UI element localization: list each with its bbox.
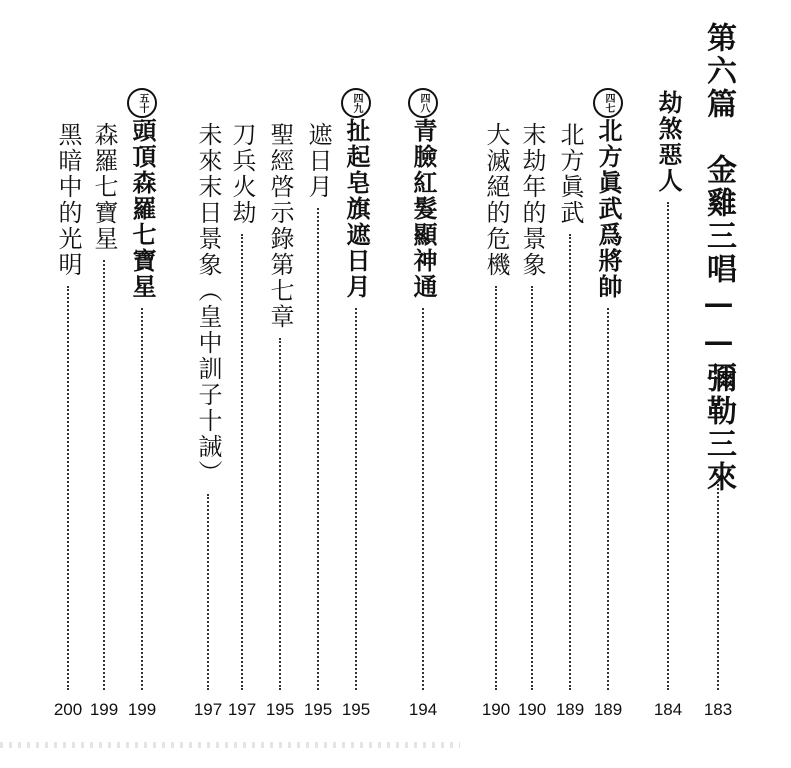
leader-dots: [279, 338, 281, 690]
leader-dots: [717, 475, 719, 690]
leader-dots: [531, 286, 533, 690]
entry-text: 劫煞惡人: [654, 90, 683, 194]
entry-title: [190, 122, 226, 486]
toc-entry-qing-lian[interactable]: [405, 0, 441, 768]
entry-title: [262, 122, 298, 330]
toc-entry-hei-an-zhong[interactable]: [50, 0, 86, 768]
page-number: 200: [53, 700, 83, 719]
page-number: 199: [89, 700, 119, 719]
entry-text: 遮日月: [304, 122, 332, 200]
page-number: 199: [127, 700, 157, 719]
entry-text: 北方眞武爲將帥: [594, 118, 623, 300]
scan-artifact: [0, 742, 460, 748]
entry-title: [224, 122, 260, 226]
entry-title: [124, 88, 160, 300]
page-number: 197: [193, 700, 223, 719]
entry-text: 黑暗中的光明: [54, 122, 82, 278]
entry-text: 未來末日景象（皇中訓子十誡）: [194, 122, 222, 486]
leader-dots: [355, 308, 357, 690]
entry-title: [590, 88, 626, 300]
leader-dots: [569, 234, 571, 690]
section-number-badge: 五十: [127, 88, 157, 118]
toc-entry-dao-bing[interactable]: [224, 0, 260, 768]
toc-entry-mo-jie-nian[interactable]: [514, 0, 550, 768]
leader-dots: [607, 308, 609, 690]
entry-text: 大滅絕的危機: [482, 122, 510, 278]
section-number-badge: 四八: [408, 88, 438, 118]
page-number: 195: [265, 700, 295, 719]
toc-entry-bei-fang-zhen-wu-wei-jiang-shuai[interactable]: [590, 0, 626, 768]
toc-entry-tou-ding-sen-luo[interactable]: [124, 0, 160, 768]
page-number: 197: [227, 700, 257, 719]
page-number: 195: [341, 700, 371, 719]
entry-title: [86, 122, 122, 252]
toc-entry-da-mie-jue[interactable]: [478, 0, 514, 768]
entry-title: [300, 122, 336, 200]
chapter-column[interactable]: [700, 0, 736, 768]
entry-title: [514, 122, 550, 278]
page-number: 190: [517, 700, 547, 719]
leader-dots: [667, 202, 669, 690]
entry-title: [650, 90, 686, 194]
leader-dots: [422, 308, 424, 690]
entry-title: [552, 122, 588, 226]
entry-title: [405, 88, 441, 300]
entry-text: 扯起皂旗遮日月: [342, 118, 371, 300]
toc-entry-wei-lai-mo-ri[interactable]: [190, 0, 226, 768]
entry-text: 森羅七寶星: [90, 122, 118, 252]
section-number-badge: 四九: [341, 88, 371, 118]
page-number: 189: [593, 700, 623, 719]
leader-dots: [141, 308, 143, 690]
section-number-badge: 四七: [593, 88, 623, 118]
page-number: 194: [408, 700, 438, 719]
leader-dots: [317, 208, 319, 690]
entry-text: 北方眞武: [556, 122, 584, 226]
page-number: 195: [303, 700, 333, 719]
leader-dots: [241, 234, 243, 690]
entry-text: 刀兵火劫: [228, 122, 256, 226]
leader-dots: [495, 286, 497, 690]
entry-text: 青臉紅髮顯神通: [409, 118, 438, 300]
toc-entry-sheng-jing[interactable]: [262, 0, 298, 768]
entry-text: 聖經啓示錄第七章: [266, 122, 294, 330]
page-number: 183: [703, 700, 733, 719]
leader-dots: [103, 260, 105, 690]
entry-text: 末劫年的景象: [518, 122, 546, 278]
page-number: 189: [555, 700, 585, 719]
toc-entry-jie-sha[interactable]: [650, 0, 686, 768]
entry-title: [50, 122, 86, 278]
entry-title: [338, 88, 374, 300]
toc-entry-sen-luo-qi-bao[interactable]: [86, 0, 122, 768]
leader-dots: [67, 286, 69, 690]
chapter-title: 第六篇 金雞三唱——彌勒三來: [701, 22, 736, 494]
entry-text: 頭頂森羅七寶星: [128, 118, 157, 300]
toc-entry-bei-fang-zhen-wu[interactable]: [552, 0, 588, 768]
toc-entry-zhe-ri-yue[interactable]: [300, 0, 336, 768]
leader-dots: [207, 494, 209, 690]
entry-title: [478, 122, 514, 278]
toc-entry-che-qi-zao-qi[interactable]: [338, 0, 374, 768]
page-number: 184: [653, 700, 683, 719]
page-number: 190: [481, 700, 511, 719]
